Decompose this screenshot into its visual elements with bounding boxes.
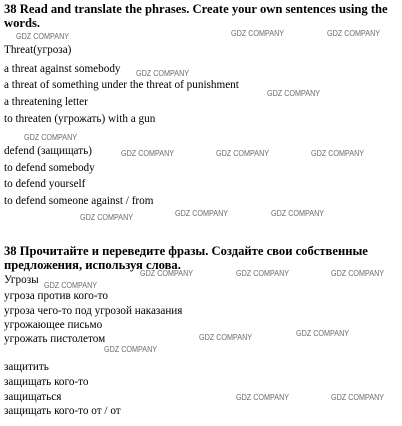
watermark: GDZ COMPANY — [311, 148, 365, 158]
phrase-line: a threatening letter — [4, 96, 88, 108]
watermark: GDZ COMPANY — [236, 392, 290, 402]
watermark: GDZ COMPANY — [296, 328, 350, 338]
phrase-line: defend (защищать) — [4, 145, 92, 157]
watermark: GDZ COMPANY — [199, 332, 253, 342]
watermark: GDZ COMPANY — [16, 31, 70, 41]
watermark: GDZ COMPANY — [331, 268, 385, 278]
watermark: GDZ COMPANY — [121, 148, 175, 158]
watermark: GDZ COMPANY — [216, 148, 270, 158]
phrase-line: Угрозы — [4, 274, 39, 286]
phrase-line: to defend yourself — [4, 178, 86, 190]
section-heading-en: 38 Read and translate the phrases. Create your own sentences using the words. — [4, 2, 388, 30]
watermark: GDZ COMPANY — [44, 280, 98, 290]
phrase-line: угроза чего-то под угрозой наказания — [4, 305, 183, 317]
watermark: GDZ COMPANY — [140, 268, 194, 278]
section-heading-ru: 38 Прочитайте и переведите фразы. Создайте свои собственные предложения, используя слова. — [4, 244, 368, 272]
phrase-line: защищать кого-то от / от — [4, 405, 121, 417]
phrase-line: a threat against somebody — [4, 63, 121, 75]
watermark: GDZ COMPANY — [331, 392, 385, 402]
watermark: GDZ COMPANY — [175, 208, 229, 218]
phrase-line: защитить — [4, 361, 49, 373]
watermark: GDZ COMPANY — [231, 28, 285, 38]
phrase-line: угрожать пистолетом — [4, 333, 106, 345]
phrase-line: защищать кого-то — [4, 376, 89, 388]
watermark: GDZ COMPANY — [24, 132, 78, 142]
phrase-line: Threat(угроза) — [4, 44, 72, 56]
phrase-line: to defend somebody — [4, 162, 95, 174]
watermark: GDZ COMPANY — [327, 28, 381, 38]
phrase-line: to defend someone against / from — [4, 195, 154, 207]
phrase-line: защищаться — [4, 391, 62, 403]
phrase-line: угроза против кого-то — [4, 290, 108, 302]
watermark: GDZ COMPANY — [271, 208, 325, 218]
watermark: GDZ COMPANY — [80, 212, 134, 222]
phrase-line: a threat of something under the threat of punishment — [4, 79, 239, 91]
phrase-line: to threaten (угрожать) with a gun — [4, 113, 156, 125]
phrase-line: угрожающее письмо — [4, 319, 103, 331]
watermark: GDZ COMPANY — [267, 88, 321, 98]
watermark: GDZ COMPANY — [104, 344, 158, 354]
watermark: GDZ COMPANY — [236, 268, 290, 278]
watermark: GDZ COMPANY — [136, 68, 190, 78]
